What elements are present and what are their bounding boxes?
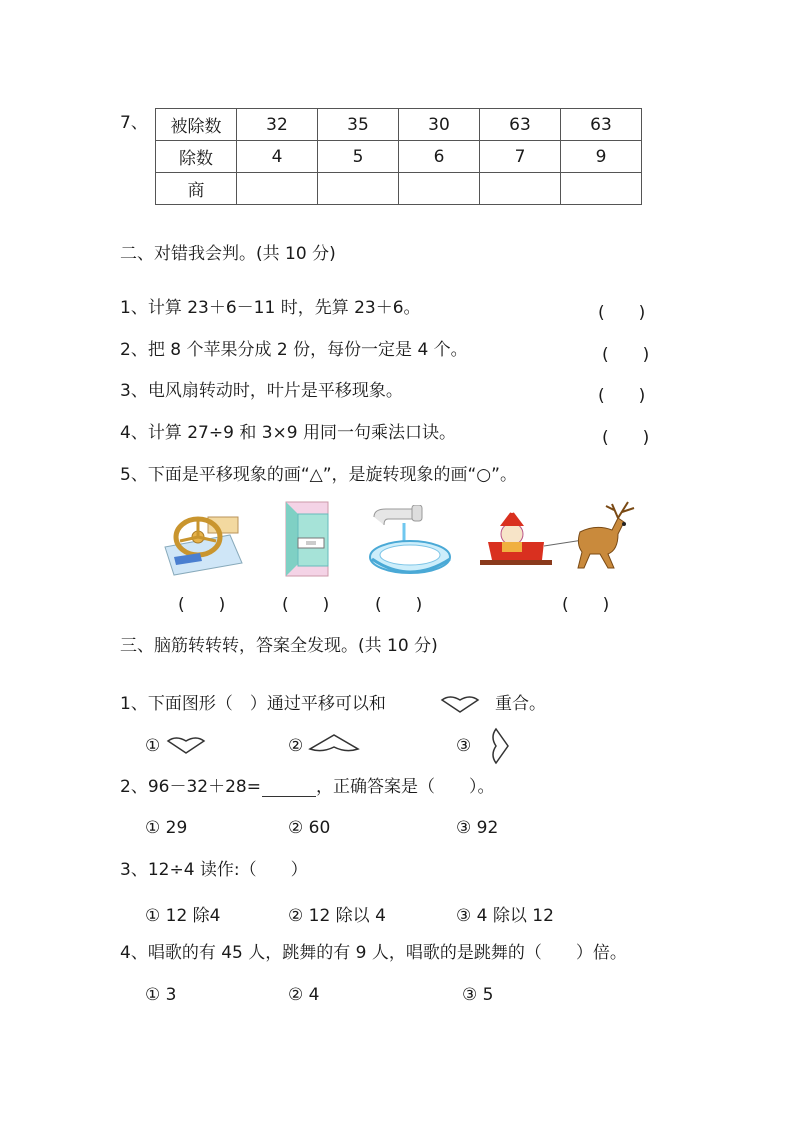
table-row [156,141,642,173]
santa-sleigh-reindeer-icon [478,498,646,572]
table-cell: 6 [399,141,480,173]
row-header: 商 [156,173,237,205]
answer-cell[interactable] [237,173,318,205]
table-row [156,173,642,205]
table-cell: 7 [480,141,561,173]
choice-item-1-tail: 重合。 [495,694,546,714]
answer-paren[interactable]: ( ) [598,303,646,323]
choice-item-4: 4、唱歌的有 45 人，跳舞的有 9 人，唱歌的是跳舞的（ ）倍。 [120,943,627,963]
choice-item-2: 2、96－32＋28= [120,777,261,797]
division-table [155,108,642,205]
table-cell: 63 [561,109,642,141]
answer-paren[interactable]: ( ) [602,428,650,448]
flipped-heart-shape-icon [308,733,360,753]
option-3[interactable]: ③ 4 除以 12 [456,906,554,926]
judge-item-3: 3、电风扇转动时，叶片是平移现象。 [120,381,403,401]
answer-cell[interactable] [561,173,642,205]
judge-item-4: 4、计算 27÷9 和 3×9 用同一句乘法口诀。 [120,423,456,443]
answer-cell[interactable] [399,173,480,205]
heart-shape-icon [440,694,480,714]
answer-cell[interactable] [480,173,561,205]
answer-blank[interactable] [262,796,316,797]
picture-answer-paren-3[interactable]: ( ) [375,595,423,615]
option-2[interactable]: ② 4 [288,985,320,1005]
option-1[interactable]: ① [145,736,161,756]
table-row [156,109,642,141]
heart-shape-option-icon [166,735,206,755]
option-1[interactable]: ① 3 [145,985,177,1005]
answer-paren[interactable]: ( ) [598,386,646,406]
table-cell: 4 [237,141,318,173]
picture-answer-paren-1[interactable]: ( ) [178,595,226,615]
judge-item-1: 1、计算 23＋6－11 时，先算 23＋6。 [120,298,421,318]
table-cell: 5 [318,141,399,173]
table-cell: 32 [237,109,318,141]
table-cell: 35 [318,109,399,141]
choice-item-3: 3、12÷4 读作:（ ） [120,860,308,880]
table-cell: 9 [561,141,642,173]
rotated-heart-shape-icon [488,727,510,765]
choice-item-1: 1、下面图形（ ）通过平移可以和 [120,694,386,714]
picture-answer-paren-4[interactable]: ( ) [562,595,610,615]
option-2[interactable]: ② 12 除以 4 [288,906,386,926]
option-3[interactable]: ③ 92 [456,818,499,838]
answer-cell[interactable] [318,173,399,205]
judge-item-2: 2、把 8 个苹果分成 2 份，每份一定是 4 个。 [120,340,468,360]
section-2-title: 二、对错我会判。(共 10 分) [120,244,336,264]
choice-item-2-tail: ，正确答案是（ ）。 [316,777,495,797]
row-header: 除数 [156,141,237,173]
section-3-title: 三、脑筋转转转，答案全发现。(共 10 分) [120,636,438,656]
option-2[interactable]: ② 60 [288,818,331,838]
option-1[interactable]: ① 12 除4 [145,906,221,926]
table-cell: 63 [480,109,561,141]
row-header: 被除数 [156,109,237,141]
option-2[interactable]: ② [288,736,304,756]
option-3[interactable]: ③ 5 [462,985,494,1005]
picture-answer-paren-2[interactable]: ( ) [282,595,330,615]
table-cell: 30 [399,109,480,141]
option-3[interactable]: ③ [456,736,472,756]
faucet-basin-icon [366,505,456,585]
question-7-label: 7、 [120,113,148,133]
drawer-icon [284,500,330,578]
answer-paren[interactable]: ( ) [602,345,650,365]
option-1[interactable]: ① 29 [145,818,188,838]
steering-wheel-icon [160,505,244,577]
judge-item-5: 5、下面是平移现象的画“△”，是旋转现象的画“○”。 [120,465,517,485]
